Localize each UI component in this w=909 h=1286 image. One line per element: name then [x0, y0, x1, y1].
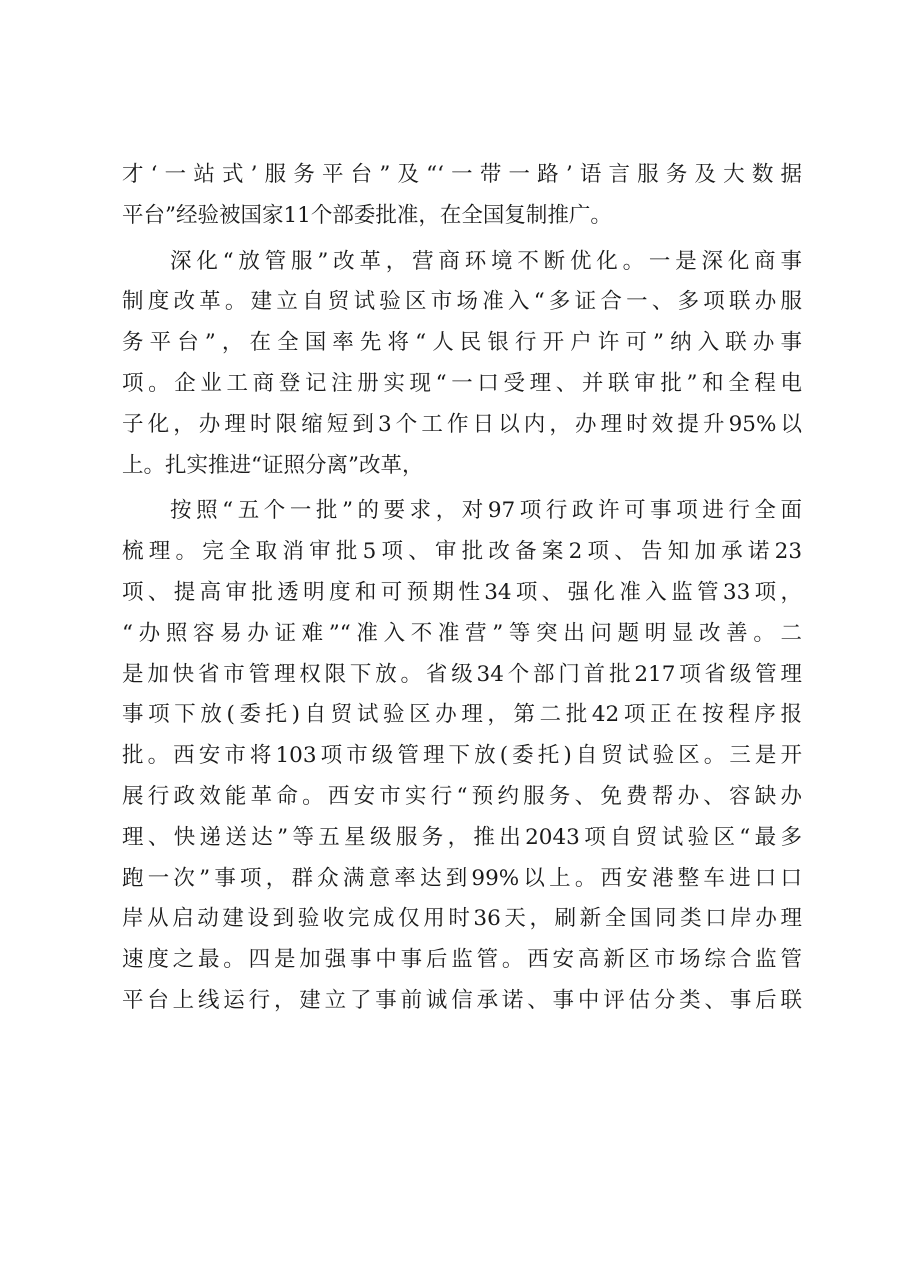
text-line: 平台上线运行，建立了事前诚信承诺、事中评估分类、事后联: [122, 987, 802, 1013]
document-body: [122, 155, 802, 1022]
text-line: 上。扎实推进“证照分离”改革，: [122, 452, 424, 478]
text-line: 才‘一站式’服务平台”及“‘一带一路’语言服务及大数据: [122, 162, 802, 187]
text-line: 速度之最。四是加强事中事后监管。西安高新区市场综合监管: [122, 947, 802, 973]
paragraph-2: [122, 242, 802, 487]
text-line: 深化“放管服”改革，营商环境不断优化。一是深化商事: [170, 248, 802, 274]
text-line: 理、快递送达”等五星级服务，推出2043项自贸试验区“最多: [122, 824, 802, 850]
text-line: 子化，办理时限缩短到3个工作日以内，办理时效提升95%以: [122, 411, 802, 437]
text-line: 项。企业工商登记注册实现“一口受理、并联审批”和全程电: [122, 370, 802, 396]
text-line: 梳理。完全取消审批5项、审批改备案2项、告知加承诺23: [122, 539, 802, 565]
text-line: 批。西安市将103项市级管理下放(委托)自贸试验区。三是开: [122, 743, 802, 769]
text-line: 务平台”，在全国率先将“人民银行开户许可”纳入联办事: [122, 330, 802, 356]
paragraph-3: [122, 491, 802, 1021]
text-line: 展行政效能革命。西安市实行“预约服务、免费帮办、容缺办: [122, 783, 802, 809]
text-line: “办照容易办证难”“准入不准营”等突出问题明显改善。二: [122, 620, 802, 646]
text-line: 按照“五个一批”的要求，对97项行政许可事项进行全面: [170, 498, 802, 524]
text-line: 平台”经验被国家11个部委批准，在全国复制推广。: [122, 202, 612, 228]
text-line: 事项下放(委托)自贸试验区办理，第二批42项正在按程序报: [122, 702, 802, 728]
text-line: 制度改革。建立自贸试验区市场准入“多证合一、多项联办服: [122, 289, 802, 315]
text-line: 是加快省市管理权限下放。省级34个部门首批217项省级管理: [122, 661, 802, 687]
text-line: 跑一次”事项，群众满意率达到99%以上。西安港整车进口口: [122, 865, 802, 891]
paragraph-1: [122, 155, 802, 237]
text-line: 项、提高审批透明度和可预期性34项、强化准入监管33项，: [122, 579, 802, 605]
text-line: 岸从启动建设到验收完成仅用时36天，刷新全国同类口岸办理: [122, 906, 802, 932]
